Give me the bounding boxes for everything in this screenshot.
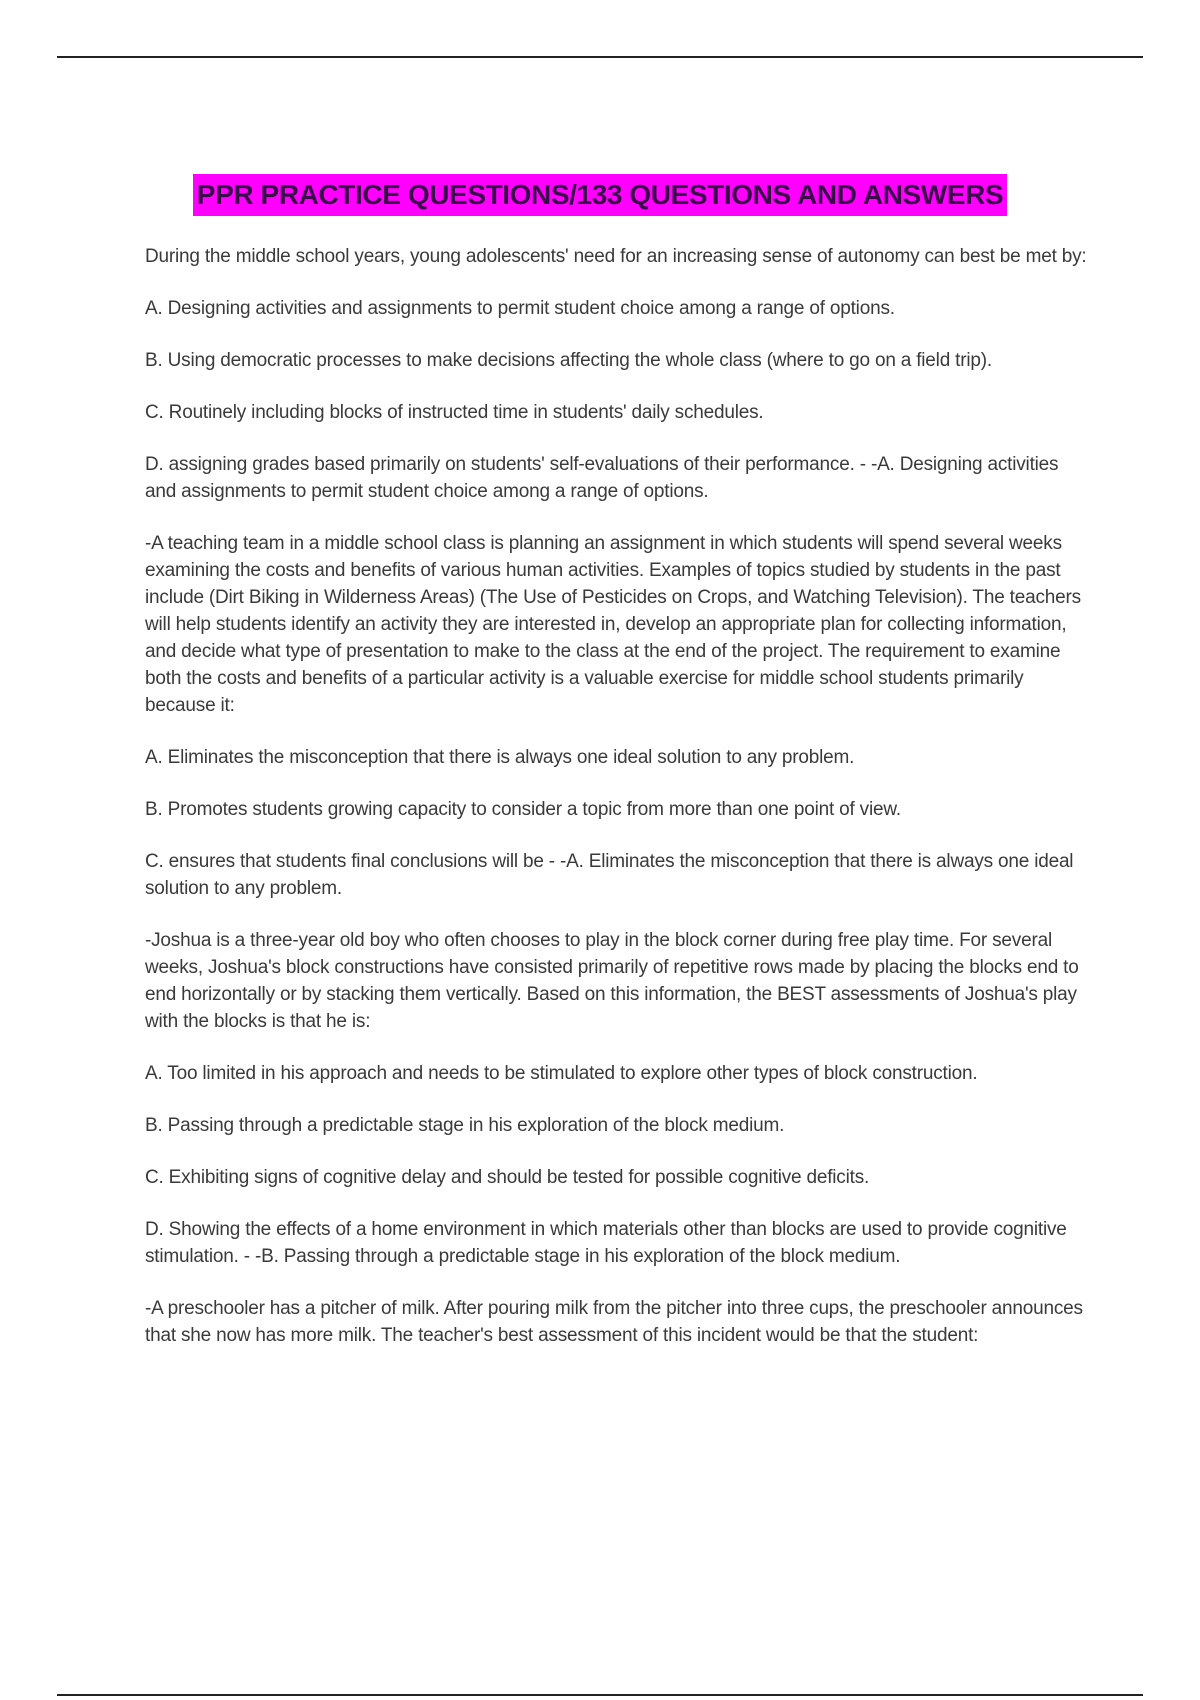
question-2-option-c-answer: C. ensures that students final conclusions will be - -A. Eliminates the misconception that there is always one ideal solution to any problem.	[145, 851, 1074, 899]
question-3-option-b: B. Passing through a predictable stage in his exploration of the block medium.	[145, 1115, 785, 1136]
question-1-option-a: A. Designing activities and assignments to permit student choice among a range of options.	[145, 298, 895, 319]
page-top-rule	[57, 56, 1143, 58]
question-1-option-b: B. Using democratic processes to make decisions affecting the whole class (where to go on a field trip).	[145, 350, 992, 371]
title-container	[0, 174, 1200, 216]
question-2-stem: -A teaching team in a middle school class is planning an assignment in which students will spend several weeks examining the costs and benefits of various human activities. Examples of topics studied by students in the past include (Dirt Biking in Wilderness Areas) (The Use of Pesticides on Crops, and Watching Television). The teachers will help students identify an activity they are interested in, develop an appropriate plan for collecting information, and decide what type of presentation to make to the class at the end of the project. The requirement to examine both the costs and benefits of a particular activity is a valuable exercise for middle school students primarily because it:	[145, 533, 1081, 716]
document-title: PPR PRACTICE QUESTIONS/133 QUESTIONS AND ANSWERS	[193, 174, 1007, 216]
question-3-option-d-answer: D. Showing the effects of a home environment in which materials other than blocks are used to provide cognitive stimulation. - -B. Passing through a predictable stage in his exploration of the block medium.	[145, 1219, 1067, 1267]
question-1-stem: During the middle school years, young adolescents' need for an increasing sense of autonomy can best be met by:	[145, 246, 1087, 267]
question-3-option-a: A. Too limited in his approach and needs to be stimulated to explore other types of block construction.	[145, 1063, 978, 1084]
question-2-option-b: B. Promotes students growing capacity to consider a topic from more than one point of view.	[145, 799, 901, 820]
document-body	[145, 243, 1090, 1374]
page-bottom-rule	[57, 1694, 1143, 1696]
question-3-option-c: C. Exhibiting signs of cognitive delay and should be tested for possible cognitive deficits.	[145, 1167, 870, 1188]
question-3-stem: -Joshua is a three-year old boy who often chooses to play in the block corner during free play time. For several weeks, Joshua's block constructions have consisted primarily of repetitive rows made by placing the blocks end to end horizontally or by stacking them vertically. Based on this information, the BEST assessments of Joshua's play with the blocks is that he is:	[145, 930, 1079, 1032]
question-1-option-d-answer: D. assigning grades based primarily on students' self-evaluations of their performance. - -A. Designing activities and assignments to permit student choice among a range of options.	[145, 454, 1059, 502]
question-2-option-a: A. Eliminates the misconception that there is always one ideal solution to any problem.	[145, 747, 855, 768]
question-4-stem: -A preschooler has a pitcher of milk. After pouring milk from the pitcher into three cups, the preschooler announces that she now has more milk. The teacher's best assessment of this incident would be that the student:	[145, 1298, 1083, 1346]
question-1-option-c: C. Routinely including blocks of instructed time in students' daily schedules.	[145, 402, 764, 423]
